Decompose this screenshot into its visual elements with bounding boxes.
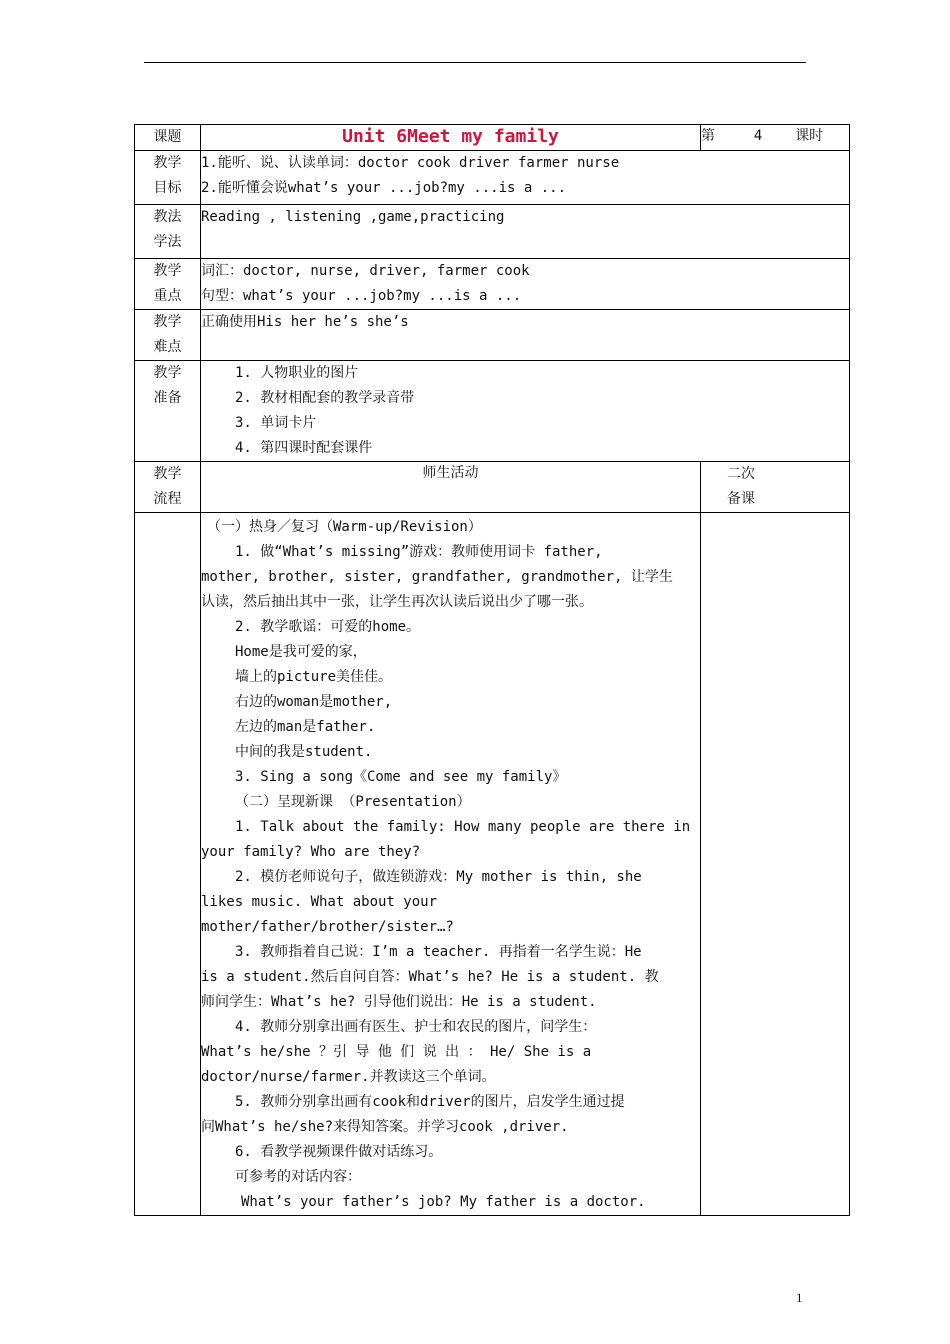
activities-label-empty [135, 513, 201, 1216]
methods-line: Reading , listening ,game,practicing [201, 209, 505, 225]
activity-line: 1. Talk about the family: How many people are there in [235, 819, 691, 835]
chant-line: 右边的woman是mother, [235, 694, 393, 710]
objectives-row [135, 151, 850, 205]
period-suffix: 课时 [795, 128, 824, 144]
page-number: 1 [796, 1290, 803, 1305]
activity-line: 3. Sing a song《Come and see my family》 [235, 769, 567, 785]
preparation-item: 4. 第四课时配套课件 [235, 440, 373, 456]
title-label: 课题 [135, 125, 201, 151]
preparation-item: 1. 人物职业的图片 [235, 365, 359, 381]
methods-content [201, 205, 850, 259]
chant-line: 墙上的picture美佳佳。 [235, 669, 393, 685]
activity-line: 师问学生：What’s he? 引导他们说出：He is a student. [201, 994, 597, 1010]
methods-label: 教法 学法 [135, 205, 201, 259]
key-points-label: 教学 重点 [135, 259, 201, 310]
process-header-row [135, 462, 850, 513]
objective-line: 1.能听、说、认读单词：doctor cook driver farmer nurse [201, 155, 620, 171]
preparation-item: 2. 教材相配套的教学录音带 [235, 390, 415, 406]
activity-line: your family? Who are they? [201, 844, 421, 860]
preparation-label: 教学 准备 [135, 361, 201, 462]
activity-line: 问What’s he/she?来得知答案。并学习cook ,driver. [201, 1119, 569, 1135]
activity-line: 5. 教师分别拿出画有cook和driver的图片，启发学生通过提 [235, 1094, 625, 1110]
chant-line: Home是我可爱的家， [235, 644, 367, 660]
activity-line: 可参考的对话内容： [235, 1169, 361, 1185]
objective-line: 2.能听懂会说what’s your ...job?my ...is a ... [201, 180, 567, 196]
activity-line: 1. 做“What’s missing”游戏：教师使用词卡 father, [235, 544, 603, 560]
key-point-line: 句型：what’s your ...job?my ...is a ... [201, 288, 522, 304]
period-number: 4 [753, 128, 763, 144]
header-rule [144, 62, 806, 63]
lesson-title: Unit 6Meet my family [201, 125, 701, 151]
key-points-content [201, 259, 850, 310]
activities-row [135, 513, 850, 1216]
activity-line: 认读，然后抽出其中一张，让学生再次认读后说出少了哪一张。 [201, 594, 593, 610]
objectives-label: 教学 目标 [135, 151, 201, 205]
second-prep-notes [701, 513, 850, 1216]
activity-line: likes music. What about your [201, 894, 438, 910]
section-heading: （一）热身／复习（Warm-up/Revision） [207, 519, 482, 535]
objectives-content [201, 151, 850, 205]
activity-line: 6. 看教学视频课件做对话练习。 [235, 1144, 443, 1160]
methods-row [135, 205, 850, 259]
activity-header: 师生活动 [201, 462, 701, 513]
chant-line: 中间的我是student. [235, 744, 373, 760]
difficulties-label: 教学 难点 [135, 310, 201, 361]
chant-line: 左边的man是father. [235, 719, 376, 735]
preparation-content [201, 361, 850, 462]
difficulty-line: 正确使用His her he’s she’s [201, 314, 409, 330]
period-cell [701, 125, 850, 151]
key-point-line: 词汇：doctor, nurse, driver, farmer cook [201, 263, 530, 279]
dialogue-line: What’s your father’s job? My father is a doctor. [241, 1194, 646, 1210]
preparation-row [135, 361, 850, 462]
section-heading: （二）呈现新课 （Presentation） [235, 794, 471, 810]
title-row [135, 125, 850, 151]
activity-line: doctor/nurse/farmer.并教读这三个单词。 [201, 1069, 496, 1085]
lesson-plan-table [134, 124, 850, 1216]
activity-line: 4. 教师分别拿出画有医生、护士和农民的图片，问学生： [235, 1019, 597, 1035]
activity-line: 3. 教师指着自己说：I’m a teacher. 再指着一名学生说：He [235, 944, 642, 960]
activities-content [201, 513, 701, 1216]
difficulties-content [201, 310, 850, 361]
difficulties-row [135, 310, 850, 361]
activity-line: is a student.然后自问自答：What’s he? He is a student. 教 [201, 969, 659, 985]
preparation-item: 3. 单词卡片 [235, 415, 317, 431]
activity-line: mother/father/brother/sister…? [201, 919, 454, 935]
activity-line: mother, brother, sister, grandfather, grandmother, 让学生 [201, 569, 673, 585]
activity-line: 2. 教学歌谣：可爱的home。 [235, 619, 421, 635]
activity-line: 2. 模仿老师说句子，做连锁游戏：My mother is thin, she [235, 869, 642, 885]
key-points-row [135, 259, 850, 310]
second-prep-header: 二次 备课 [701, 462, 850, 513]
process-label: 教学 流程 [135, 462, 201, 513]
activity-line: What’s he/she ？引 导 他 们 说 出 ： He/ She is a [201, 1044, 592, 1060]
period-prefix: 第 [701, 128, 715, 144]
